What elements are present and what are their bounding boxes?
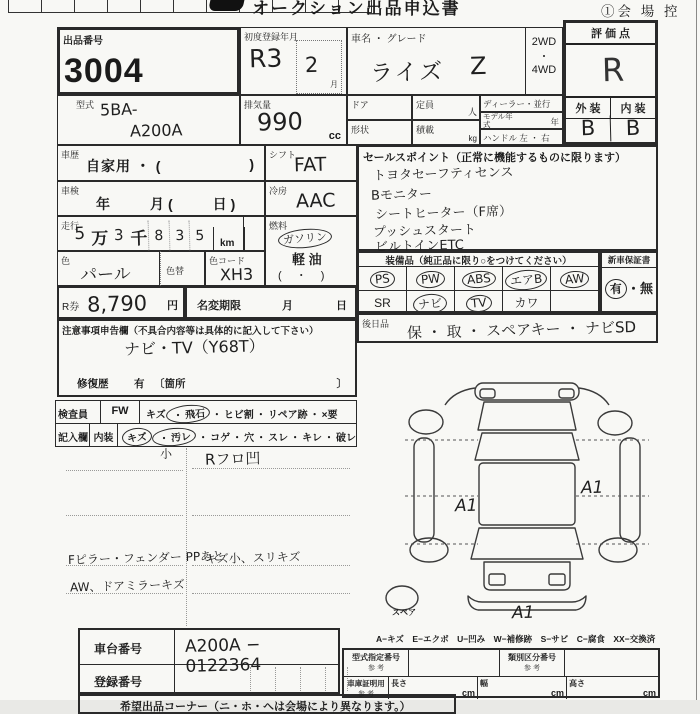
inspector-row-fw [56,401,356,424]
capacity-label: 定員 [416,100,435,110]
warranty-box [600,251,658,313]
color-change-cell [160,251,205,286]
mileage-digit: 8 [148,220,169,251]
mileage-unit-box [213,227,245,252]
interior-grade: B [625,115,641,141]
first-registration-month-box [296,40,342,94]
history-value: 自家用 ・ ( [86,158,162,174]
mileage-digit: 万 [90,228,109,250]
load-unit: kg [468,134,477,143]
cert-row [344,650,658,677]
sales-point-line: シートヒーター（F席） [374,204,513,223]
equipment-item: ナビ [413,293,449,316]
damage-mark-rear: A1 [511,602,535,624]
model-year-cell [480,112,563,129]
door-label: ドア [351,100,369,110]
exterior-grade: B [566,115,612,142]
interior-options: キズ ・ 汚レ ・ コゲ ・ 穴 ・ スレ ・ キレ ・ 破レ [118,424,356,446]
page-edge-line [696,0,697,700]
warranty-separator: ・ [626,281,640,296]
equipment-header: 装備品（純正品に限り○をつけてください） [359,253,598,267]
repair-history-value: 有 [134,378,145,390]
interior-size-note: 小 [159,446,173,462]
type-cert-value [409,650,500,676]
dealer-cell [480,95,563,112]
mileage-digit: 5 [189,220,210,251]
rating-header: 評 価 点 [566,23,655,45]
color-code-cell [205,251,265,286]
shift-label: シフト [269,150,297,160]
color-code-value: XH3 [219,264,254,285]
damage-mark-left: A1 [454,495,478,517]
fuel-diesel-option: 軽 油 [292,252,322,267]
mileage-unit: km [220,238,235,249]
height-unit: cm [642,688,656,698]
capacity-cell [412,95,480,120]
history-cell [57,145,265,181]
capacity-unit: 人 [467,107,477,117]
sales-points-header: セールスポイント（正常に機能するものに限ります） [363,152,627,164]
fw-options: キズ ・ 飛石 ・ ヒビ割 ・ リペア跡 ・ ×要 [140,401,356,423]
equipment-item: TV [465,294,492,313]
height-label: 高さ [569,679,585,688]
door-cell [347,95,412,120]
equipment-item: PW [415,270,445,289]
notes-column-divider [186,448,187,626]
rating-grade: R [601,50,625,90]
garage-label: 車庫証明用 [347,679,385,688]
shift-value: FAT [293,153,327,177]
class-cert-label: 類別区分番号 [508,653,556,662]
damage-legend: A−キズ E−エクボ U−凹み W−補修跡 S−サビ C−腐食 XX−交換済 [376,634,656,644]
sales-points-box [357,145,658,256]
drive-2wd: 2WD [531,36,557,48]
length-cell [389,677,478,699]
equipment-row-2 [359,291,598,314]
inspector-label-2: 記入欄 [58,433,88,444]
mileage-digit: 3 [169,220,190,251]
shaken-label: 車検 [61,186,80,196]
car-grade-value: Z [469,51,487,81]
drive-type-cell [525,27,563,95]
length-label: 長さ [391,679,407,688]
shape-label: 形状 [351,125,370,135]
inspector-note-front-pillar: Fピラー・フェンダー PPあと [67,548,225,568]
ac-cell [265,181,357,216]
color-value: パール [79,264,131,286]
notes-box [57,319,357,397]
model-code-prefix: 5BA- [99,99,138,120]
chassis-label: 車台番号 [80,630,175,664]
equipment-row-1 [359,267,598,291]
displacement-cell [240,95,347,145]
repair-history-bracket: 〔箇所 [154,378,186,390]
inspector-note-scratches: キズ小、スリキズ [204,549,301,567]
model-year-unit: 年 [550,117,559,127]
spare-tire-label: スペア [392,608,416,617]
chassis-value: A200A − 0122364 [184,634,262,677]
sales-point-line: プッシュスタート [372,222,477,241]
notes-header: 注意事項申告欄（不具合内容等は具体的に記入して下さい） [62,326,319,337]
shaken-format: 年 月( 日) [96,196,240,212]
garage-label-cell [344,677,389,699]
dealer-label: ディーラー・並行 [483,99,551,109]
damage-mark-right: A1 [580,477,604,499]
inspector-note-aw-mirror: AW、ドアミラーキズ [69,577,186,595]
load-cell [412,120,480,145]
name-change-day: 日 [336,300,347,312]
equipment-item: ABS [461,270,496,290]
inspector-label-1: 検査員 [58,410,88,421]
interior-label: 内 装 [620,103,646,115]
rating-box [563,20,658,145]
displacement-label: 排気量 [244,100,272,110]
first-registration-month: 2 [304,52,319,78]
first-registration-label: 初度登録年月 [244,32,299,42]
height-cell [567,677,658,699]
registration-label: 登録番号 [80,665,175,693]
model-code-label: 型式 [76,100,95,110]
equipment-item: カワ [514,296,539,310]
load-label: 積載 [416,125,435,135]
type-cert-label: 型式指定番号 [352,653,400,662]
shift-cell [265,145,357,181]
type-cert-ref: 参 考 [368,665,384,672]
rticket-unit: 円 [167,300,178,312]
car-name-cell [347,27,525,95]
equipment-box [357,251,600,313]
equipment-item: SR [374,296,391,310]
mileage-digit: 3 [113,225,124,245]
name-change-month: 月 [282,300,293,312]
copy-label: ①会 場 控 [601,4,681,19]
class-cert-label-cell [500,650,565,676]
sales-point-line: Bモニター [370,187,433,204]
exterior-label: 外 装 [566,98,611,118]
page-title: オークション出品申込書 [252,0,461,18]
repair-history-close: 〕 [336,378,347,390]
later-items-label: 後日品 [362,319,390,329]
warranty-no: 無 [640,281,654,296]
color-label: 色 [61,256,71,266]
sales-point-line: トヨタセーフティセンス [372,165,514,184]
corner-label: 希望出品コーナー（ニ・ホ・ヘは会場により異なります。） [120,701,411,713]
type-cert-label-cell [344,650,409,676]
model-code-cell [57,95,240,145]
color-change-label: 色替 [166,266,185,276]
sales-point-line: ビルトインETC [374,237,465,256]
shape-cell [347,120,412,145]
fuel-gasoline-option: ガソリン [277,227,332,251]
color-cell [57,251,160,286]
mileage-digit: 5 [74,223,86,245]
inspector-row-interior [56,424,356,446]
handle-label: ハンドル 左 ・ 右 [483,133,550,143]
model-code-value: A200A [129,120,183,141]
lot-number-label: 出品番号 [63,36,103,47]
handle-cell [480,129,563,145]
later-items-value: 保 ・ 取 ・ スペアキー ・ ナビSD [406,318,637,342]
class-cert-ref: 参 考 [524,665,540,672]
cert-table [342,648,660,698]
garage-ref: 参 考 [358,691,374,698]
car-name-value: ライズ [369,59,445,87]
car-name-label: 車名 ・ グレード [351,34,427,45]
rticket-value: 8,790 [86,291,148,317]
repair-history-label: 修復歴 [77,378,109,390]
exterior-interior-values [566,116,655,142]
model-year-label: モデル年式 [483,112,513,129]
rticket-cell [57,286,185,319]
color-code-label: 色コード [209,256,246,266]
name-change-label: 名変期限 [197,300,241,312]
equipment-item: PS [369,270,395,289]
warranty-header: 新車保証書 [602,253,656,268]
chassis-row [80,630,338,677]
fuel-cell [265,216,357,286]
registration-value-area [175,665,338,693]
width-unit: cm [550,688,564,698]
inspector-table [55,400,357,447]
notes-value: ナビ・TV（Y68T） [123,336,265,359]
car-damage-diagram [372,378,682,630]
displacement-value: 990 [256,107,304,137]
equipment-item: AW [559,270,590,289]
length-unit: cm [461,688,475,698]
ac-label: 冷房 [269,186,288,196]
inspector-note-rear-floor: Rフロ凹 [204,449,261,469]
mileage-digits [70,220,210,250]
month-suffix: 月 [330,80,338,89]
mileage-label: 走行 [61,221,80,231]
width-label: 幅 [480,679,488,688]
name-change-cell [185,286,357,319]
width-cell [478,677,567,699]
history-close: ) [249,156,254,172]
later-items-box [357,313,658,343]
warranty-yes: 有 [604,278,628,300]
chassis-table [78,628,340,694]
rticket-label: R券 [62,302,80,313]
shaken-cell [57,181,265,216]
drive-4wd: 4WD [531,64,557,76]
registration-row [80,665,338,693]
fuel-paren: ( ・ ) [278,270,325,282]
displacement-unit: cc [328,130,341,142]
mileage-cell [57,216,265,251]
ac-value: AAC [295,189,336,213]
history-label: 車歴 [61,150,80,160]
first-registration-cell [240,27,347,95]
mileage-digit: 千 [129,228,148,250]
equipment-item: エアB [505,268,549,292]
first-registration-era: R3 [248,43,283,74]
lot-number-cell [57,27,240,95]
garage-row [344,677,658,699]
fuel-label: 燃料 [269,221,288,231]
class-cert-value [565,650,658,676]
drive-dot: ・ [538,51,550,63]
lot-number-value: 3004 [64,52,144,90]
fw-label: FW [100,401,140,423]
interior-label: 内装 [89,424,119,446]
